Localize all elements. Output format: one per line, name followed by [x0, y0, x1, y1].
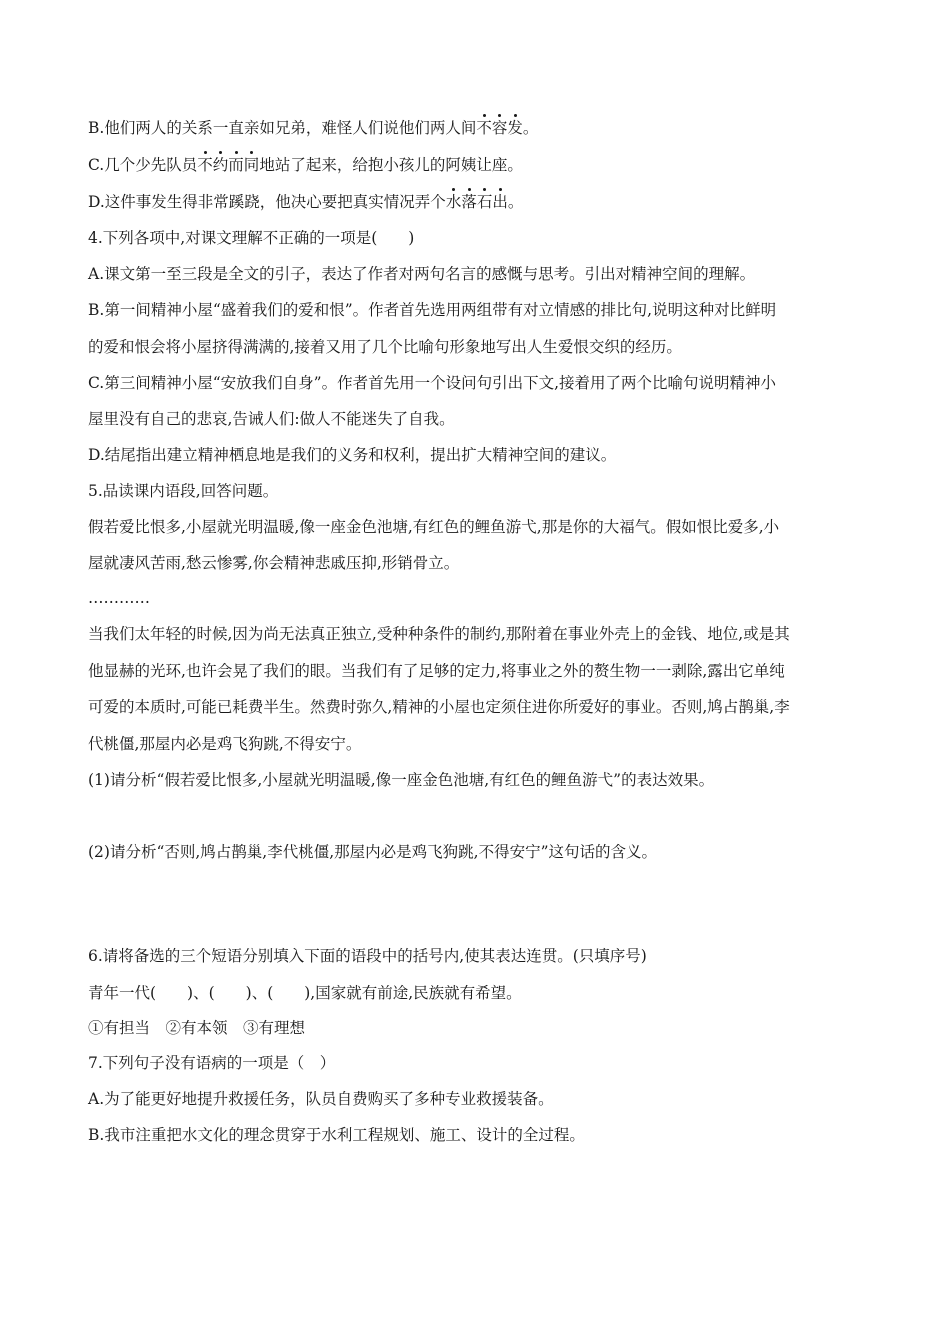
- q4-option-a: A.课文第一至三段是全文的引子，表达了作者对两句名言的感慨与思考。引出对精神空间的理解。: [88, 265, 756, 283]
- emphasis-char: 容: [491, 119, 508, 137]
- q4-option-b-cont: 的爱和恨会将小屋挤得满满的,接着又用了几个比喻句形象地写出人生爱恨交织的经历。: [88, 338, 682, 356]
- emphasized-phrase: [446, 193, 508, 211]
- sub-question-2: (2)请分析“否则,鸠占鹊巢,李代桃僵,那屋内必是鸡飞狗跳,不得安宁”这句话的含义。: [88, 843, 658, 861]
- emphasis-char: 石: [476, 193, 493, 211]
- q4-option-d: D.结尾指出建立精神栖息地是我们的义务和权利，提出扩大精神空间的建议。: [88, 446, 617, 464]
- ellipsis-line: …………: [88, 589, 150, 607]
- question-7: 7.下列句子没有语病的一项是（ ）: [88, 1054, 336, 1072]
- passage-line: 当我们太年轻的时候,因为尚无法真正独立,受种种条件的制约,那附着在事业外壳上的金钱、地位,或是其: [88, 625, 790, 643]
- q7-option-a: A.为了能更好地提升救援任务，队员自费购买了多种专业救援装备。: [88, 1090, 554, 1108]
- emphasis-char: 不: [476, 119, 492, 137]
- emphasis-char: 而: [228, 156, 244, 174]
- option-c-line: C.几个少先队员不约而同地站了起来，给抱小孩儿的阿姨让座。: [88, 156, 523, 174]
- passage-line: 屋就凄风苦雨,愁云惨雾,你会精神悲戚压抑,形销骨立。: [88, 554, 460, 572]
- q4-option-c: C.第三间精神小屋“安放我们自身”。作者首先用一个设问句引出下文,接着用了两个比喻句说明精神小: [88, 374, 777, 392]
- passage-line: 代桃僵,那屋内必是鸡飞狗跳,不得安宁。: [88, 735, 362, 753]
- question-4: 4.下列各项中,对课文理解不正确的一项是( ): [88, 229, 415, 247]
- q6-choices: ①有担当 ②有本领 ③有理想: [88, 1019, 306, 1037]
- emphasized-phrase: [476, 119, 523, 137]
- emphasis-char: 约: [212, 156, 229, 174]
- question-5: 5.品读课内语段,回答问题。: [88, 482, 279, 500]
- q6-sentence: 青年一代( )、( )、( ),国家就有前途,民族就有希望。: [88, 984, 522, 1002]
- option-b-line: B.他们两人的关系一直亲如兄弟，难怪人们说他们两人间不容发。: [88, 119, 539, 137]
- question-6: 6.请将备选的三个短语分别填入下面的语段中的括号内,使其表达连贯。(只填序号): [88, 947, 647, 965]
- emphasis-char: 发: [507, 119, 523, 137]
- emphasis-char: 同: [243, 156, 260, 174]
- q4-option-b: B.第一间精神小屋“盛着我们的爱和恨”。作者首先选用两组带有对立情感的排比句,说明这种对比鲜明: [88, 301, 777, 319]
- emphasis-char: 水: [445, 193, 462, 211]
- emphasized-phrase: [197, 156, 259, 174]
- passage-line: 假若爱比恨多,小屋就光明温暖,像一座金色池塘,有红色的鲤鱼游弋,那是你的大福气。假如恨比爱多,小: [88, 518, 780, 536]
- option-d-line: D.这件事发生得非常蹊跷，他决心要把真实情况弄个水落石出。: [88, 193, 524, 211]
- q4-option-c-cont: 屋里没有自己的悲哀,告诫人们:做人不能迷失了自我。: [88, 410, 455, 428]
- emphasis-char: 落: [461, 193, 477, 211]
- sub-question-1: (1)请分析“假若爱比恨多,小屋就光明温暖,像一座金色池塘,有红色的鲤鱼游弋”的表达效果。: [88, 771, 715, 789]
- passage-line: 他显赫的光环,也许会晃了我们的眼。当我们有了足够的定力,将事业之外的赘生物一一剥除,露出它单纯: [88, 662, 785, 680]
- emphasis-char: 不: [197, 156, 213, 174]
- emphasis-char: 出: [492, 193, 508, 211]
- passage-line: 可爱的本质时,可能已耗费半生。然费时弥久,精神的小屋也定须住进你所爱好的事业。否则,鸠占鹊巢,李: [88, 698, 790, 716]
- q7-option-b: B.我市注重把水文化的理念贯穿于水利工程规划、施工、设计的全过程。: [88, 1126, 585, 1144]
